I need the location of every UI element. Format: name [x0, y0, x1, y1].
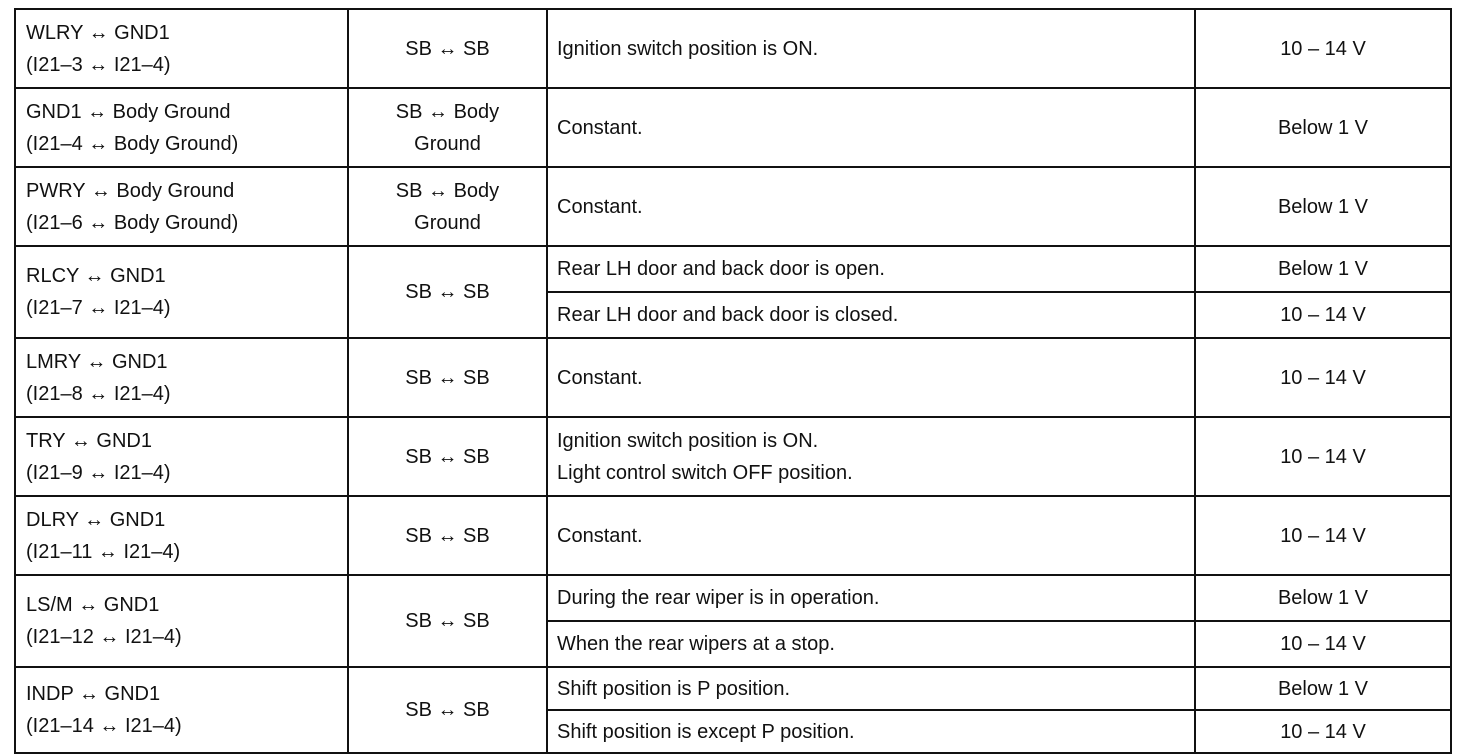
condition-line: Constant.	[557, 366, 643, 389]
condition-line: When the rear wipers at a stop.	[557, 633, 835, 655]
condition-line: Constant.	[557, 195, 643, 218]
table-row	[15, 88, 1451, 167]
terminal-line: GND1 ↔ Body Ground	[26, 100, 231, 123]
wire-color-cell	[348, 338, 547, 417]
terminal-line: DLRY ↔ GND1	[26, 508, 166, 531]
terminal-line: (I21–6 ↔ Body Ground)	[26, 211, 239, 234]
wire-color-line: Ground	[414, 211, 481, 234]
terminal-line: (I21–4 ↔ Body Ground)	[26, 132, 239, 155]
spec-value-cell: 10 – 14 V	[1195, 496, 1451, 575]
wire-color-cell	[348, 88, 547, 167]
table-row	[15, 246, 1451, 292]
wire-color-line: SB ↔ SB	[405, 524, 490, 547]
spec-value-cell: 10 – 14 V	[1195, 417, 1451, 496]
condition-line: Rear LH door and back door is open.	[557, 258, 885, 280]
spec-value-cell: Below 1 V	[1195, 167, 1451, 246]
terminal-line: TRY ↔ GND1	[26, 429, 152, 452]
condition-line: Shift position is except P position.	[557, 720, 855, 743]
terminal-line: (I21–12 ↔ I21–4)	[26, 626, 182, 648]
terminal-cell	[15, 496, 348, 575]
condition-cell	[547, 667, 1195, 710]
wire-color-cell	[348, 246, 547, 338]
wire-color-line: SB ↔ Body	[395, 100, 500, 123]
condition-cell	[547, 292, 1195, 338]
wire-color-line: SB ↔ Body	[395, 179, 500, 202]
condition-cell	[547, 621, 1195, 667]
wire-color-line: SB ↔ SB	[405, 37, 490, 60]
spec-value-cell: 10 – 14 V	[1195, 621, 1451, 667]
wire-color-cell	[348, 667, 547, 753]
wire-color-cell	[348, 9, 547, 88]
condition-cell	[547, 496, 1195, 575]
table-row	[15, 575, 1451, 621]
condition-line: Constant.	[557, 116, 643, 139]
terminal-line: LS/M ↔ GND1	[26, 594, 160, 616]
terminal-line: RLCY ↔ GND1	[26, 265, 166, 287]
spec-value-cell: Below 1 V	[1195, 575, 1451, 621]
terminal-line: PWRY ↔ Body Ground	[26, 179, 235, 202]
terminal-cell	[15, 575, 348, 667]
wire-color-cell	[348, 575, 547, 667]
wire-color-cell	[348, 417, 547, 496]
condition-cell	[547, 9, 1195, 88]
terminal-cell	[15, 417, 348, 496]
table-row	[15, 338, 1451, 417]
table-row	[15, 167, 1451, 246]
wire-color-cell	[348, 167, 547, 246]
terminal-cell	[15, 667, 348, 753]
condition-cell	[547, 575, 1195, 621]
spec-value-cell: 10 – 14 V	[1195, 710, 1451, 753]
wire-color-line: SB ↔ SB	[405, 699, 490, 721]
condition-cell	[547, 338, 1195, 417]
terminal-line: (I21–9 ↔ I21–4)	[26, 461, 171, 484]
condition-line: Shift position is P position.	[557, 677, 791, 700]
condition-line: Light control switch OFF position.	[557, 461, 853, 484]
terminal-cell	[15, 167, 348, 246]
wire-color-cell	[348, 496, 547, 575]
condition-line: Ignition switch position is ON.	[557, 37, 819, 60]
terminal-line: (I21–11 ↔ I21–4)	[26, 540, 181, 563]
condition-line: Rear LH door and back door is closed.	[557, 304, 899, 326]
spec-value-cell: Below 1 V	[1195, 88, 1451, 167]
table-row	[15, 667, 1451, 710]
table-row	[15, 417, 1451, 496]
spec-value-cell: 10 – 14 V	[1195, 292, 1451, 338]
terminal-voltage-table	[14, 8, 1452, 754]
condition-line: During the rear wiper is in operation.	[557, 587, 880, 609]
wire-color-line: SB ↔ SB	[405, 281, 490, 303]
terminal-cell	[15, 338, 348, 417]
table-body	[15, 9, 1451, 753]
terminal-line: (I21–8 ↔ I21–4)	[26, 382, 171, 405]
terminal-line: LMRY ↔ GND1	[26, 350, 168, 373]
condition-cell	[547, 88, 1195, 167]
terminal-line: (I21–14 ↔ I21–4)	[26, 715, 182, 737]
condition-cell	[547, 417, 1195, 496]
condition-line: Ignition switch position is ON.	[557, 429, 819, 452]
table-row	[15, 9, 1451, 88]
terminal-line: (I21–7 ↔ I21–4)	[26, 297, 171, 319]
terminal-line: WLRY ↔ GND1	[26, 21, 170, 44]
condition-cell	[547, 167, 1195, 246]
condition-cell	[547, 710, 1195, 753]
terminal-line: (I21–3 ↔ I21–4)	[26, 53, 171, 76]
wire-color-line: SB ↔ SB	[405, 366, 490, 389]
terminal-cell	[15, 9, 348, 88]
terminal-cell	[15, 88, 348, 167]
terminal-cell	[15, 246, 348, 338]
table-row	[15, 496, 1451, 575]
spec-value-cell: Below 1 V	[1195, 667, 1451, 710]
wire-color-line: SB ↔ SB	[405, 610, 490, 632]
wire-color-line: SB ↔ SB	[405, 445, 490, 468]
spec-value-cell: 10 – 14 V	[1195, 9, 1451, 88]
spec-value-cell: Below 1 V	[1195, 246, 1451, 292]
wire-color-line: Ground	[414, 132, 481, 155]
terminal-line: INDP ↔ GND1	[26, 683, 161, 705]
condition-cell	[547, 246, 1195, 292]
condition-line: Constant.	[557, 524, 643, 547]
spec-value-cell: 10 – 14 V	[1195, 338, 1451, 417]
